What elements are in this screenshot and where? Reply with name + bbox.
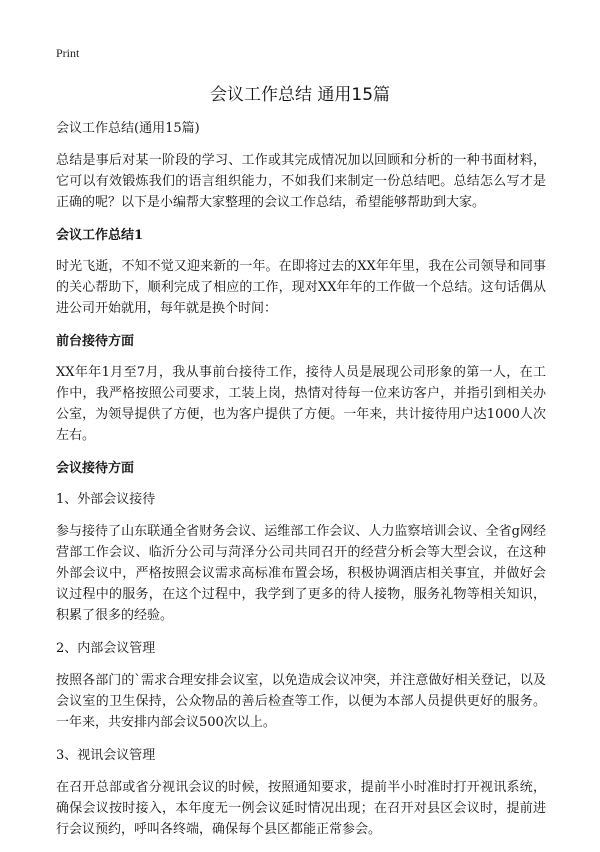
item3-title: 3、视讯会议管理 bbox=[56, 748, 156, 763]
intro-paragraph: 总结是事后对某一阶段的学习、工作或其完成情况加以回顾和分析的一种书面材料，它可以有效锻炼我们的语言组织能力，不如我们来制定一份总结吧。总结怎么写才是正确的呢？以下是小编帮大家整理的会议工作总结，希望能够帮助到大家。 bbox=[56, 153, 546, 210]
item3-paragraph: 在召开总部或省分视讯会议的时候，按照通知要求，提前半小时准时打开视讯系统，确保会议按时接入，本年度无一例会议延时情况出现；在召开对县区会议时，提前进行会议预约，呼叫各终端，确保每个县区都能正常参会。 bbox=[56, 780, 546, 837]
section1-heading: 会议工作总结1 bbox=[56, 228, 144, 243]
front-desk-paragraph: XX年年1月至7月，我从事前台接待工作，接待人员是展现公司形象的第一人，在工作中，我严格按照公司要求，工装上岗，热情对待每一位来访客户，并指引到相关办公室，为领导提供了方便，也为客户提供了方便。一年来，共计接待用户达1000人次左右。 bbox=[56, 365, 546, 443]
document-subtitle: 会议工作总结(通用15篇) bbox=[56, 121, 200, 136]
section1-paragraph: 时光飞逝，不知不觉又迎来新的一年。在即将过去的XX年年里，我在公司领导和同事的关心帮助下，顺利完成了相应的工作，现对XX年年的工作做一个总结。这句话偶从进公司开始就用，每年就是换个时间： bbox=[56, 259, 546, 316]
item1-paragraph: 参与接待了山东联通全省财务会议、运维部工作会议、人力监察培训会议、全省g网经营部工作会议、临沂分公司与菏泽分公司共同召开的经营分析会等大型会议，在这种外部会议中，严格按照会议需求高标准布置会场，积极协调酒店相关事宜，并做好会议过程中的服务，在这个过程中，我学到了更多的待人接物，服务礼物等相关知识，积累了很多的经验。 bbox=[56, 524, 546, 623]
front-desk-heading: 前台接待方面 bbox=[56, 334, 135, 349]
item2-paragraph: 按照各部门的`需求合理安排会议室，以免造成会议冲突，并注意做好相关登记，以及会议室的卫生保持，公众物品的善后检查等工作，以便为本部人员提供更好的服务。一年来，共安排内部会议500次以上。 bbox=[56, 673, 546, 730]
item2-title: 2、内部会议管理 bbox=[56, 641, 156, 656]
item1-title: 1、外部会议接待 bbox=[56, 492, 156, 507]
meeting-heading: 会议接待方面 bbox=[56, 461, 135, 476]
document-title: 会议工作总结 通用15篇 bbox=[209, 85, 391, 105]
document-body bbox=[56, 118, 546, 852]
print-label: Print bbox=[56, 46, 80, 60]
